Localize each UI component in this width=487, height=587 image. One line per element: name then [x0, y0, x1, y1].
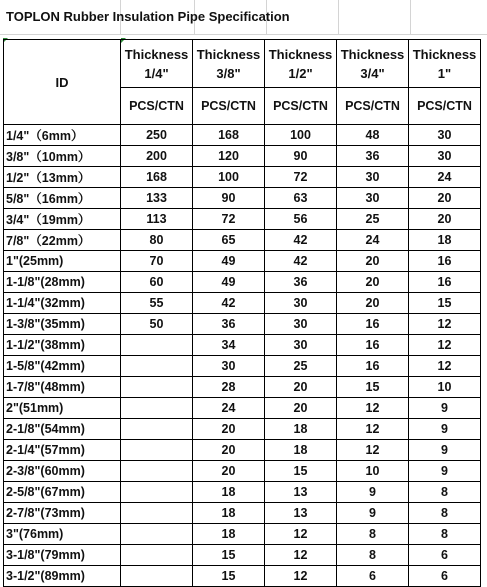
table-body: [4, 125, 481, 587]
pcs-per-carton-cell: 12: [409, 335, 481, 356]
pipe-id-cell: 1"(25mm): [4, 251, 121, 272]
pcs-per-carton-cell: 9: [409, 398, 481, 419]
pcs-per-carton-cell: 9: [337, 482, 409, 503]
pcs-per-carton-cell: 10: [337, 461, 409, 482]
pipe-id-cell: 3/4"（19mm）: [4, 209, 121, 230]
pcs-per-carton-cell: 6: [409, 566, 481, 587]
pcs-per-carton-cell: 30: [337, 188, 409, 209]
pcs-per-carton-cell: 72: [193, 209, 265, 230]
pcs-per-carton-cell: 9: [409, 419, 481, 440]
thickness-value: 1/2": [288, 65, 313, 81]
pcs-per-carton-cell: 16: [337, 314, 409, 335]
pcs-per-carton-cell: 15: [193, 566, 265, 587]
table-row: [4, 146, 481, 167]
pcs-per-carton-cell: 18: [193, 503, 265, 524]
thickness-header: [121, 40, 193, 88]
pcs-per-carton-cell: 16: [409, 251, 481, 272]
pcs-per-carton-cell: [121, 566, 193, 587]
pcs-per-carton-cell: 8: [409, 503, 481, 524]
pcs-per-carton-cell: 49: [193, 251, 265, 272]
pcs-per-carton-cell: [121, 419, 193, 440]
pcs-per-carton-cell: 15: [193, 545, 265, 566]
pcs-per-carton-cell: 60: [121, 272, 193, 293]
thickness-label: Thickness: [340, 46, 405, 62]
gridline: [338, 0, 339, 35]
pcs-per-carton-cell: 28: [193, 377, 265, 398]
pcs-per-carton-cell: 12: [265, 545, 337, 566]
pcs-per-carton-cell: 20: [193, 419, 265, 440]
table-row: [4, 251, 481, 272]
pcs-per-carton-cell: 30: [409, 146, 481, 167]
pcs-per-carton-cell: [121, 461, 193, 482]
table-row: [4, 545, 481, 566]
pcs-per-carton-cell: 30: [337, 167, 409, 188]
pipe-id-cell: 1-5/8"(42mm): [4, 356, 121, 377]
pipe-id-cell: 1-1/8"(28mm): [4, 272, 121, 293]
pcs-per-carton-cell: 72: [265, 167, 337, 188]
unit-header: PCS/CTN: [409, 88, 481, 125]
table-row: [4, 503, 481, 524]
pcs-per-carton-cell: 10: [409, 377, 481, 398]
pipe-id-cell: 2"(51mm): [4, 398, 121, 419]
thickness-header: [193, 40, 265, 88]
pcs-per-carton-cell: 36: [337, 146, 409, 167]
pcs-per-carton-cell: 6: [409, 545, 481, 566]
table-row: [4, 335, 481, 356]
pcs-per-carton-cell: 9: [409, 461, 481, 482]
table-row: [4, 167, 481, 188]
pcs-per-carton-cell: 8: [337, 524, 409, 545]
table-row: [4, 398, 481, 419]
pcs-per-carton-cell: 200: [121, 146, 193, 167]
pcs-per-carton-cell: 12: [409, 356, 481, 377]
pipe-id-cell: 3-1/8"(79mm): [4, 545, 121, 566]
gridline: [410, 0, 411, 35]
pcs-per-carton-cell: 90: [193, 188, 265, 209]
pcs-per-carton-cell: 8: [409, 482, 481, 503]
pcs-per-carton-cell: 16: [337, 335, 409, 356]
table-row: [4, 482, 481, 503]
pipe-id-cell: 1-1/2"(38mm): [4, 335, 121, 356]
pcs-per-carton-cell: 50: [121, 314, 193, 335]
thickness-header: [409, 40, 481, 88]
pcs-per-carton-cell: 18: [265, 440, 337, 461]
pcs-per-carton-cell: 30: [265, 293, 337, 314]
pcs-per-carton-cell: 13: [265, 503, 337, 524]
pipe-id-cell: 2-1/4"(57mm): [4, 440, 121, 461]
pcs-per-carton-cell: [121, 440, 193, 461]
thickness-label: Thickness: [268, 46, 333, 62]
pcs-per-carton-cell: 9: [337, 503, 409, 524]
table-row: [4, 377, 481, 398]
pcs-per-carton-cell: 12: [409, 314, 481, 335]
table-row: [4, 293, 481, 314]
pcs-per-carton-cell: 63: [265, 188, 337, 209]
pcs-per-carton-cell: 8: [409, 524, 481, 545]
table-row: [4, 209, 481, 230]
unit-header: PCS/CTN: [265, 88, 337, 125]
thickness-header: [265, 40, 337, 88]
pcs-per-carton-cell: 15: [265, 461, 337, 482]
table-row: [4, 356, 481, 377]
pcs-per-carton-cell: 12: [337, 419, 409, 440]
pcs-per-carton-cell: 20: [409, 209, 481, 230]
pipe-id-cell: 2-1/8"(54mm): [4, 419, 121, 440]
pcs-per-carton-cell: 20: [265, 398, 337, 419]
pcs-per-carton-cell: 30: [409, 125, 481, 146]
pcs-per-carton-cell: [121, 482, 193, 503]
pcs-per-carton-cell: 24: [337, 230, 409, 251]
pcs-per-carton-cell: 6: [337, 566, 409, 587]
pipe-id-cell: 5/8"（16mm）: [4, 188, 121, 209]
pcs-per-carton-cell: 20: [193, 461, 265, 482]
pcs-per-carton-cell: [121, 503, 193, 524]
table-row: [4, 314, 481, 335]
pcs-per-carton-cell: 34: [193, 335, 265, 356]
pcs-per-carton-cell: 55: [121, 293, 193, 314]
table-row: [4, 461, 481, 482]
table-row: [4, 440, 481, 461]
thickness-value: 1": [437, 65, 452, 81]
thickness-label: Thickness: [124, 46, 189, 62]
pcs-per-carton-cell: [121, 398, 193, 419]
pcs-per-carton-cell: [121, 356, 193, 377]
specification-table: [3, 39, 481, 587]
pcs-per-carton-cell: 8: [337, 545, 409, 566]
pcs-per-carton-cell: 90: [265, 146, 337, 167]
pcs-per-carton-cell: 133: [121, 188, 193, 209]
thickness-header: [337, 40, 409, 88]
pipe-id-cell: 3/8"（10mm）: [4, 146, 121, 167]
unit-header: PCS/CTN: [121, 88, 193, 125]
pipe-id-cell: 1/2"（13mm）: [4, 167, 121, 188]
pcs-per-carton-cell: 25: [337, 209, 409, 230]
pcs-per-carton-cell: 24: [409, 167, 481, 188]
pcs-per-carton-cell: 20: [193, 440, 265, 461]
pipe-id-cell: 1-3/8"(35mm): [4, 314, 121, 335]
pcs-per-carton-cell: 20: [337, 293, 409, 314]
pcs-per-carton-cell: 120: [193, 146, 265, 167]
pipe-id-cell: 7/8"（22mm）: [4, 230, 121, 251]
pcs-per-carton-cell: 49: [193, 272, 265, 293]
pcs-per-carton-cell: 16: [409, 272, 481, 293]
pcs-per-carton-cell: 9: [409, 440, 481, 461]
pcs-per-carton-cell: 20: [409, 188, 481, 209]
pipe-id-cell: 1/4"（6mm）: [4, 125, 121, 146]
thickness-label: Thickness: [196, 46, 261, 62]
pcs-per-carton-cell: [121, 545, 193, 566]
pipe-id-cell: 2-3/8"(60mm): [4, 461, 121, 482]
pcs-per-carton-cell: 56: [265, 209, 337, 230]
pcs-per-carton-cell: 16: [337, 356, 409, 377]
pcs-per-carton-cell: 12: [265, 524, 337, 545]
pcs-per-carton-cell: 15: [337, 377, 409, 398]
pcs-per-carton-cell: 18: [409, 230, 481, 251]
pcs-per-carton-cell: 168: [121, 167, 193, 188]
pcs-per-carton-cell: 24: [193, 398, 265, 419]
pcs-per-carton-cell: 48: [337, 125, 409, 146]
pcs-per-carton-cell: 42: [265, 230, 337, 251]
pipe-id-cell: 1-7/8"(48mm): [4, 377, 121, 398]
table-row: [4, 524, 481, 545]
table-row: [4, 188, 481, 209]
pipe-id-cell: 3-1/2"(89mm): [4, 566, 121, 587]
pcs-per-carton-cell: 70: [121, 251, 193, 272]
pcs-per-carton-cell: 18: [265, 419, 337, 440]
pcs-per-carton-cell: 20: [337, 272, 409, 293]
pcs-per-carton-cell: 36: [193, 314, 265, 335]
pcs-per-carton-cell: 20: [337, 251, 409, 272]
pcs-per-carton-cell: 30: [265, 335, 337, 356]
thickness-header-row: [4, 40, 481, 88]
pcs-per-carton-cell: 65: [193, 230, 265, 251]
pcs-per-carton-cell: 100: [265, 125, 337, 146]
pcs-per-carton-cell: 12: [337, 440, 409, 461]
table-row: [4, 125, 481, 146]
unit-header: PCS/CTN: [193, 88, 265, 125]
pcs-per-carton-cell: 80: [121, 230, 193, 251]
pcs-per-carton-cell: [121, 377, 193, 398]
pipe-id-cell: 3"(76mm): [4, 524, 121, 545]
pcs-per-carton-cell: 12: [337, 398, 409, 419]
pipe-id-cell: 1-1/4"(32mm): [4, 293, 121, 314]
pcs-per-carton-cell: 30: [265, 314, 337, 335]
pcs-per-carton-cell: 42: [193, 293, 265, 314]
pcs-per-carton-cell: 25: [265, 356, 337, 377]
table-row: [4, 566, 481, 587]
pcs-per-carton-cell: 18: [193, 524, 265, 545]
thickness-value: 3/8": [216, 65, 241, 81]
pcs-per-carton-cell: 13: [265, 482, 337, 503]
thickness-label: Thickness: [412, 46, 477, 62]
thickness-value: 1/4": [144, 65, 169, 81]
pcs-per-carton-cell: 100: [193, 167, 265, 188]
pcs-per-carton-cell: 30: [193, 356, 265, 377]
pcs-per-carton-cell: 250: [121, 125, 193, 146]
thickness-value: 3/4": [360, 65, 385, 81]
table-row: [4, 419, 481, 440]
pcs-per-carton-cell: 12: [265, 566, 337, 587]
pcs-per-carton-cell: 18: [193, 482, 265, 503]
unit-header: PCS/CTN: [337, 88, 409, 125]
page-title: TOPLON Rubber Insulation Pipe Specification: [6, 9, 290, 24]
pcs-per-carton-cell: [121, 335, 193, 356]
id-column-header: ID: [4, 40, 121, 125]
table-row: [4, 230, 481, 251]
pcs-per-carton-cell: 36: [265, 272, 337, 293]
pipe-id-cell: 2-7/8"(73mm): [4, 503, 121, 524]
pcs-per-carton-cell: 42: [265, 251, 337, 272]
pcs-per-carton-cell: [121, 524, 193, 545]
pcs-per-carton-cell: 113: [121, 209, 193, 230]
pcs-per-carton-cell: 168: [193, 125, 265, 146]
pcs-per-carton-cell: 20: [265, 377, 337, 398]
pcs-per-carton-cell: 15: [409, 293, 481, 314]
pipe-id-cell: 2-5/8"(67mm): [4, 482, 121, 503]
table-row: [4, 272, 481, 293]
